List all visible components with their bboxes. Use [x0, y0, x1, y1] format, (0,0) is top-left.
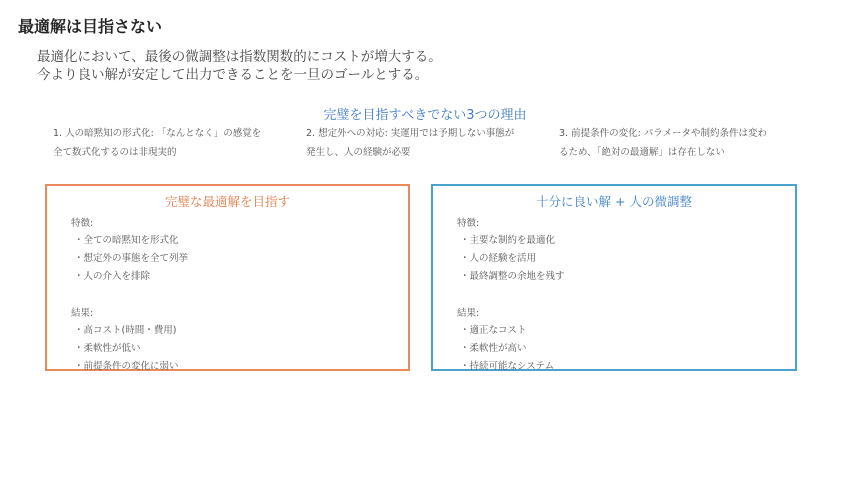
page-title: 最適解は目指さない: [18, 17, 163, 36]
box-title: 完璧な最適解を目指す: [164, 194, 290, 209]
reason-line: 3. 前提条件の変化: パラメータや制約条件は変わ: [559, 128, 768, 139]
list-item: ・ 柔軟性が高い: [460, 340, 554, 358]
good-enough-solution-box: [431, 184, 797, 371]
reasons-heading: 完璧を目指すべきでない3つの理由: [323, 108, 527, 123]
box-title: 十分に良い解 + 人の微調整: [536, 194, 692, 209]
features-list: [460, 232, 565, 286]
list-item: ・ 人の経験を活用: [460, 250, 565, 268]
results-list: [74, 322, 179, 376]
results-list: [460, 322, 554, 376]
features-label: 特徴:: [457, 218, 480, 229]
list-item: ・ 持続可能なシステム: [460, 358, 554, 376]
reason-line: るため、「絶対の最適解」は存在しない: [559, 147, 725, 158]
reason-item: [53, 124, 289, 162]
list-item: ・ 前提条件の変化に弱い: [74, 358, 179, 376]
lead-text: [37, 48, 442, 84]
list-item: ・ 最終調整の余地を残す: [460, 268, 565, 286]
reason-line: 2. 想定外への対応: 実運用では予期しない事態が: [306, 128, 515, 139]
list-item: ・ 想定外の事態を全て列挙: [74, 250, 188, 268]
list-item: ・ 適正なコスト: [460, 322, 554, 340]
features-list: [74, 232, 188, 286]
list-item: ・ 柔軟性が低い: [74, 340, 179, 358]
perfect-solution-box: [45, 184, 410, 371]
reason-line: 発生し、人の経験が必要: [306, 147, 411, 158]
reason-item: [559, 124, 795, 162]
lead-line: 今より良い解が安定して出力できることを一旦のゴールとする。: [37, 67, 429, 83]
list-item: ・ 高コスト(時間・費用): [74, 322, 179, 340]
results-label: 結果:: [71, 308, 94, 319]
list-item: ・ 人の介入を排除: [74, 268, 188, 286]
features-label: 特徴:: [71, 218, 94, 229]
reason-item: [306, 124, 542, 162]
list-item: ・ 全ての暗黙知を形式化: [74, 232, 188, 250]
reason-line: 1. 人の暗黙知の形式化: 「なんとなく」の感覚を: [53, 128, 262, 139]
reason-line: 全て数式化するのは非現実的: [53, 147, 177, 158]
results-label: 結果:: [457, 308, 480, 319]
list-item: ・ 主要な制約を最適化: [460, 232, 565, 250]
lead-line: 最適化において、最後の微調整は指数関数的にコストが増大する。: [37, 49, 442, 65]
